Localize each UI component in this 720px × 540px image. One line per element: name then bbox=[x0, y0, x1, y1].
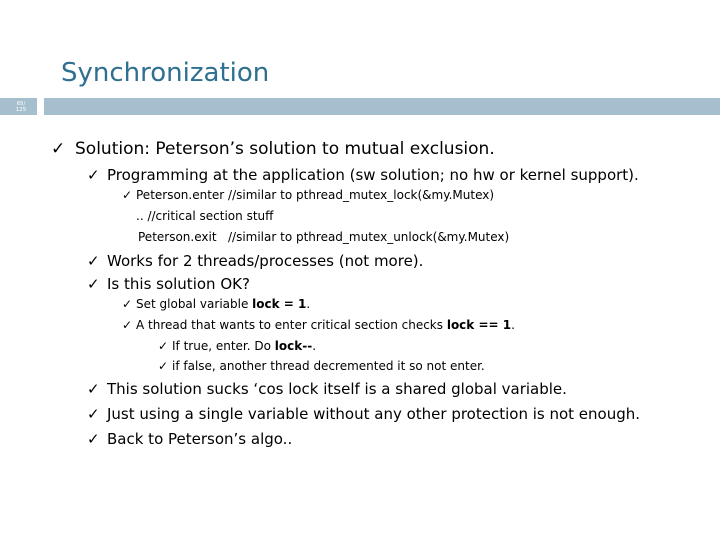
check-icon: ✓ bbox=[158, 359, 169, 373]
exit-line: Peterson.exit //similar to pthread_mutex_unlock(&my.Mutex) bbox=[138, 230, 510, 244]
bullet-text: Back to Peterson’s algo.. bbox=[107, 430, 293, 448]
header-bar-right bbox=[44, 98, 720, 115]
slide-title: Synchronization bbox=[61, 58, 270, 88]
bullet-text: Programming at the application (sw solution; no hw or kernel support). bbox=[107, 166, 639, 184]
text-part: . bbox=[306, 297, 311, 311]
bullet-thread-checks bbox=[122, 318, 515, 332]
critical-section-line: .. //critical section stuff bbox=[136, 209, 274, 223]
bullet-set-global bbox=[122, 297, 310, 311]
bullet-sucks bbox=[87, 380, 567, 398]
bullet-works bbox=[87, 252, 423, 270]
check-icon: ✓ bbox=[122, 318, 133, 332]
bullet-text: if false, another thread decremented it so not enter. bbox=[172, 359, 485, 373]
check-icon: ✓ bbox=[51, 139, 66, 159]
text-part: If true, enter. Do bbox=[172, 339, 275, 353]
slide-number bbox=[11, 101, 31, 113]
check-icon: ✓ bbox=[87, 380, 100, 398]
check-icon: ✓ bbox=[158, 339, 169, 353]
slide-number-bottom: 125 bbox=[15, 107, 27, 113]
code-text: lock = 1 bbox=[252, 297, 307, 311]
text-part: . bbox=[511, 318, 515, 332]
bullet-text bbox=[172, 339, 316, 353]
text-part: . bbox=[312, 339, 317, 353]
bullet-text bbox=[136, 297, 310, 311]
bullet-text: This solution sucks ‘cos lock itself is a shared global variable. bbox=[107, 380, 567, 398]
check-icon: ✓ bbox=[87, 166, 100, 184]
bullet-text: Solution: Peterson’s solution to mutual exclusion. bbox=[75, 139, 495, 159]
slide-number-top: 65/ bbox=[16, 101, 26, 107]
bullet-if-false bbox=[158, 359, 485, 373]
check-icon: ✓ bbox=[122, 297, 133, 311]
bullet-back bbox=[87, 430, 292, 448]
check-icon: ✓ bbox=[87, 430, 100, 448]
check-icon: ✓ bbox=[87, 275, 100, 293]
bullet-solution bbox=[51, 139, 495, 159]
bullet-text: Works for 2 threads/processes (not more). bbox=[107, 252, 424, 270]
bullet-text: Is this solution OK? bbox=[107, 275, 250, 293]
bullet-text bbox=[136, 318, 515, 332]
check-icon: ✓ bbox=[122, 188, 133, 202]
text-part: Set global variable bbox=[136, 297, 253, 311]
bullet-enter bbox=[122, 188, 494, 202]
bullet-if-true bbox=[158, 339, 316, 353]
code-text: lock == 1 bbox=[446, 318, 512, 332]
bullet-text: Peterson.enter //similar to pthread_mutex_lock(&my.Mutex) bbox=[136, 188, 495, 202]
bullet-single-variable bbox=[87, 405, 640, 423]
check-icon: ✓ bbox=[87, 252, 100, 270]
bullet-is-ok bbox=[87, 275, 250, 293]
code-text: lock-- bbox=[274, 339, 313, 353]
bullet-programming bbox=[87, 166, 639, 184]
text-part: A thread that wants to enter critical section checks bbox=[136, 318, 447, 332]
bullet-text: Just using a single variable without any other protection is not enough. bbox=[107, 405, 641, 423]
check-icon: ✓ bbox=[87, 405, 100, 423]
